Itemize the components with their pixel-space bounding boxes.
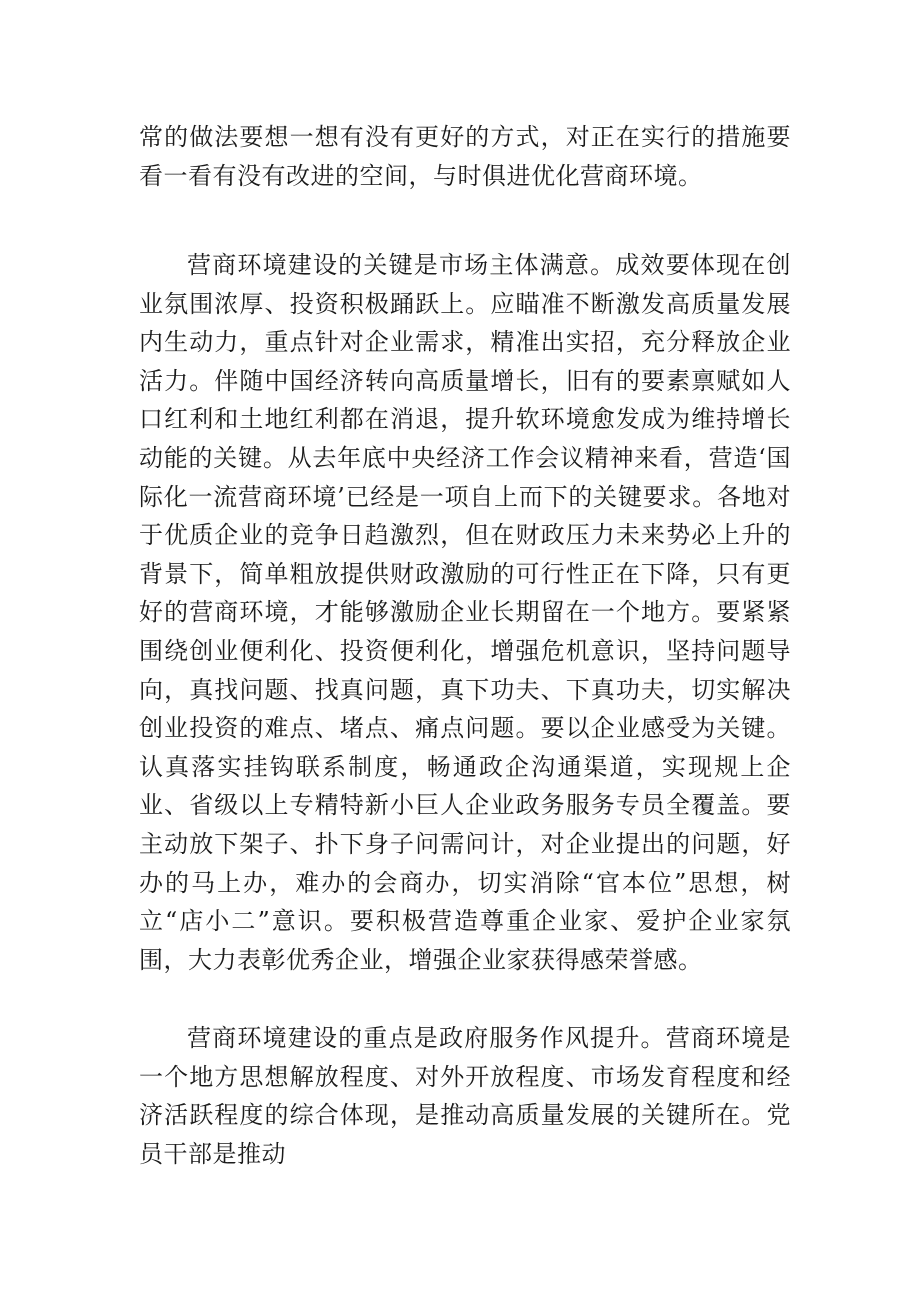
paragraph-government-service: 营商环境建设的重点是政府服务作风提升。营商环境是一个地方思想解放程度、对外开放程度、市场发育程度和经济活跃程度的综合体现，是推动高质量发展的关键所在。党员干部是推动	[139, 1024, 791, 1168]
paragraph-business-environment-key: 营商环境建设的关键是市场主体满意。成效要体现在创业氛围浓厚、投资积极踊跃上。应瞄准不断激发高质量发展内生动力，重点针对企业需求，精准出实招，充分释放企业活力。伴随中国经济转向高质量增长，旧有的要素禀赋如人口红利和土地红利都在消退，提升软环境愈发成为维持增长动能的关键。从去年底中央经济工作会议精神来看，营造‘国际化一流营商环境’已经是一项自上而下的关键要求。各地对于优质企业的竞争日趋激烈，但在财政压力未来势必上升的背景下，简单粗放提供财政激励的可行性正在下降，只有更好的营商环境，才能够激励企业长期留在一个地方。要紧紧围绕创业便利化、投资便利化，增强危机意识，坚持问题导向，真找问题、找真问题，真下功夫、下真功夫，切实解决创业投资的难点、堵点、痛点问题。要以企业感受为关键。认真落实挂钩联系制度，畅通政企沟通渠道，实现规上企业、省级以上专精特新小巨人企业政务服务专员全覆盖。要主动放下架子、扑下身子问需问计，对企业提出的问题，好办的马上办，难办的会商办，切实消除“官本位”思想，树立“店小二”意识。要积极营造尊重企业家、爱护企业家氛围，大力表彰优秀企业，增强企业家获得感荣誉感。	[139, 251, 791, 974]
paragraph-continuation: 常的做法要想一想有没有更好的方式，对正在实行的措施要看一看有没有改进的空间，与时俱进优化营商环境。	[139, 123, 791, 190]
